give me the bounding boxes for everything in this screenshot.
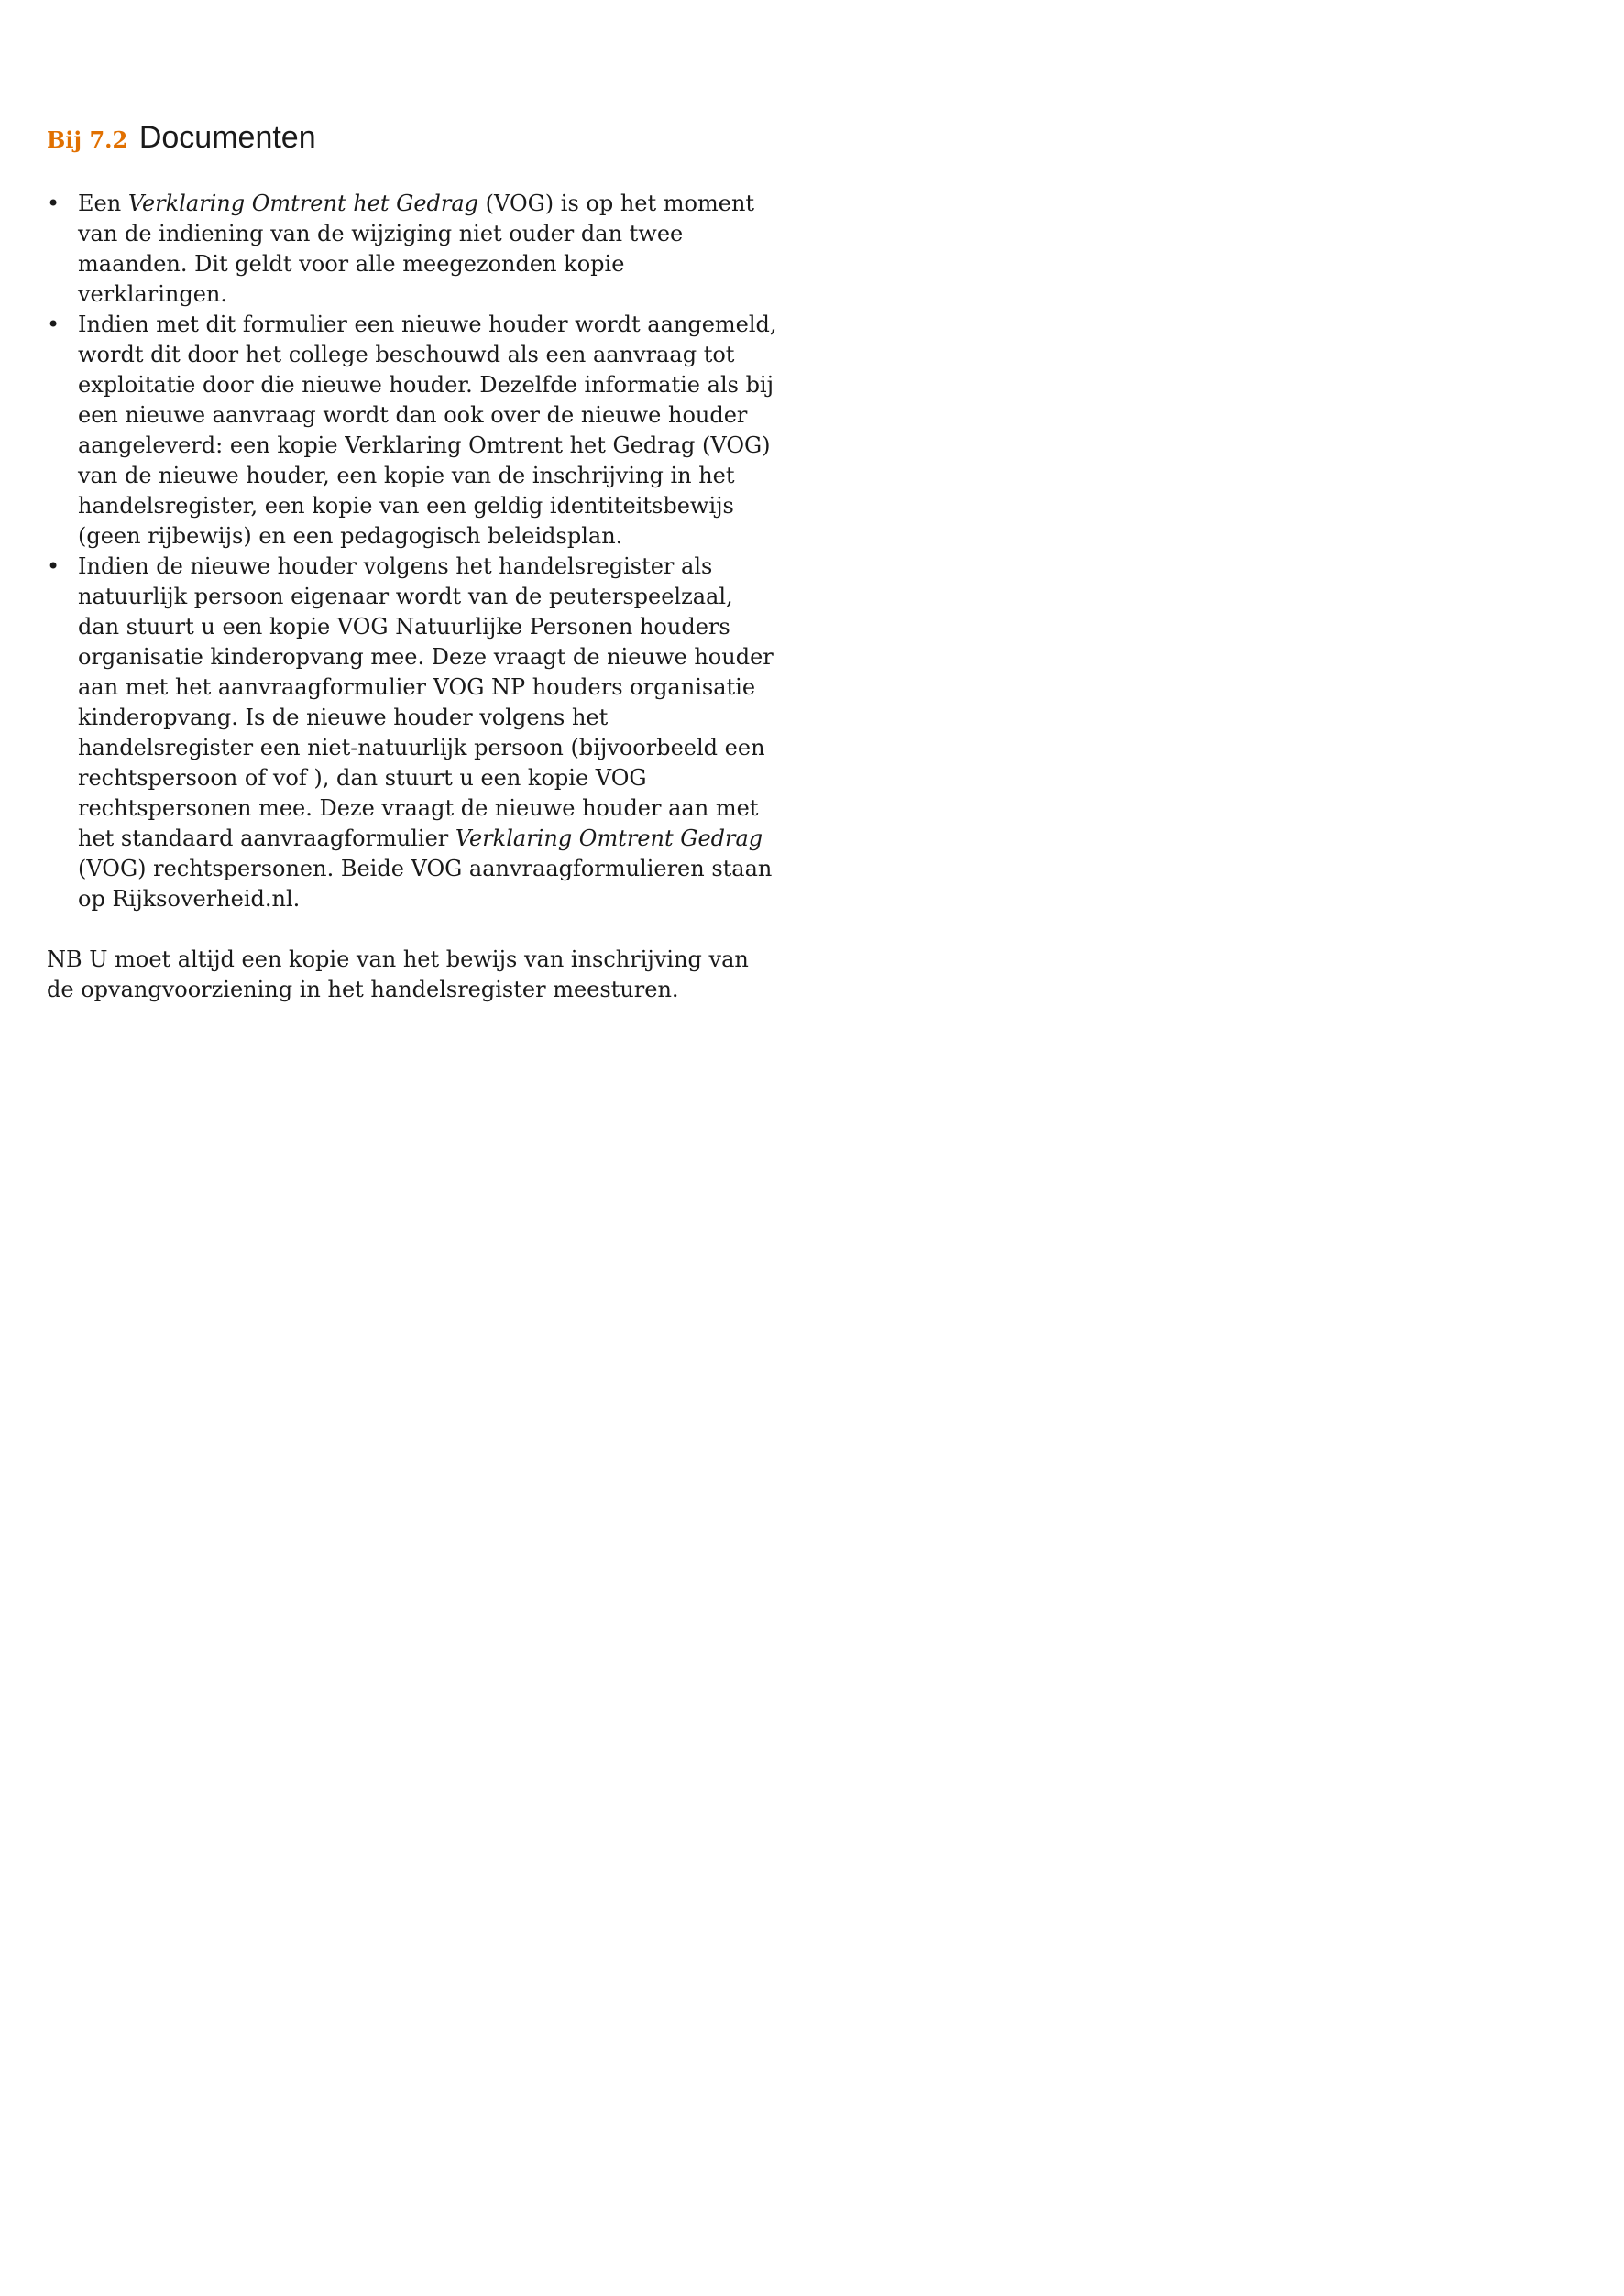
note-paragraph: NB U moet altijd een kopie van het bewijs van inschrijving van de opvangvoorziening in het handelsregister meesturen. <box>47 946 749 1002</box>
bullet-icon: • <box>47 191 60 216</box>
bullet-icon: • <box>47 553 60 579</box>
list-item-text <box>78 191 754 307</box>
section-number: Bij 7.2 <box>47 126 128 153</box>
list-item-text-start: Indien de nieuwe houder volgens het handelsregister als natuurlijk persoon eigenaar wordt van de peuterspeelzaal, dan stuurt u een kopie VOG Natuurlijke Personen houders organisatie kinderopvang mee. Deze vraagt de nieuwe houder aan met het aanvraagformulier VOG NP houders organisatie kinderopvang. Is de nieuwe houder volgens het handelsregister een niet-natuurlijk persoon (bijvoorbeeld een rechtspersoon of vof ), dan stuurt u een kopie VOG rechtspersonen mee. Deze vraagt de nieuwe houder aan met het standaard aanvraagformulier <box>78 553 774 851</box>
section-heading <box>47 117 780 158</box>
emphasized-term: Verklaring Omtrent Gedrag <box>455 825 763 851</box>
list-item-text-end: (VOG) is op het moment van de indiening van de wijziging niet ouder dan twee maanden. Dit geldt voor alle meegezonden kopie verklaringen. <box>78 191 755 307</box>
list-item <box>47 310 780 552</box>
list-item-text-end: (VOG) rechtspersonen. Beide VOG aanvraagformulieren staan op Rijksoverheid.nl. <box>78 856 773 912</box>
document-content <box>47 117 780 1027</box>
list-item-text: Indien met dit formulier een nieuwe houder wordt aangemeld, wordt dit door het college beschouwd als een aanvraag tot exploitatie door die nieuwe houder. Dezelfde informatie als bij een nieuwe aanvraag wordt dan ook over de nieuwe houder aangeleverd: een kopie Verklaring Omtrent het Gedrag (VOG) van de nieuwe houder, een kopie van de inschrijving in het handelsregister, een kopie van een geldig identiteitsbewijs (geen rijbewijs) en een pedagogisch beleidsplan. <box>78 312 777 549</box>
list-item-text <box>78 553 774 912</box>
list-item-text-start: Een <box>78 191 128 216</box>
requirements-list <box>47 189 780 914</box>
list-item <box>47 552 780 914</box>
emphasized-term: Verklaring Omtrent het Gedrag <box>127 191 479 216</box>
bullet-icon: • <box>47 312 60 337</box>
section-title: Documenten <box>138 120 316 155</box>
list-item <box>47 189 780 310</box>
